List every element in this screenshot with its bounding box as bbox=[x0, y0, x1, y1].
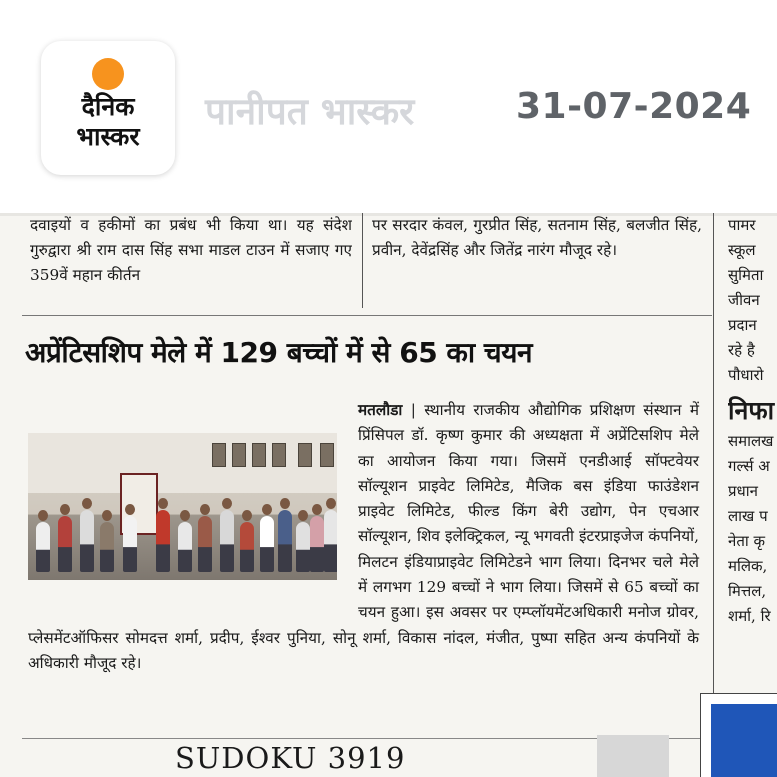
person-figure bbox=[198, 516, 212, 572]
right-col-line: प्रदान bbox=[728, 316, 757, 334]
article-headline: अप्रेंटिसशिप मेले में 129 बच्चों में से 65 का चयन bbox=[25, 336, 532, 369]
person-figure bbox=[310, 516, 324, 572]
person-head bbox=[158, 498, 168, 509]
person-head bbox=[200, 504, 210, 515]
person-figure bbox=[123, 516, 137, 572]
group-photo[interactable] bbox=[28, 433, 337, 580]
person-figure bbox=[58, 516, 72, 572]
person-head bbox=[312, 504, 322, 515]
right-col-line: मलिक, bbox=[728, 557, 768, 575]
person-figure bbox=[278, 510, 292, 572]
wall-frame bbox=[252, 443, 266, 467]
right-col-line: शर्मा, रि bbox=[728, 607, 771, 625]
photo-wall bbox=[28, 433, 337, 493]
article-text: स्थानीय राजकीय औद्योगिक प्रशिक्षण संस्थान में प्रिंसिपल डॉ. कृष्ण कुमार की अध्यक्षता में अप्रेंटिसशिप मेले का आयोजन किया गया। जिसमें एनडीआई सॉफ्टवेयर सॉल्यूशन प्राइवेट लिमिटेड, मैजिक बस इंडिया फाउंडेशन प्राइवेट लिमिटेड, फील्ड किंग बेरी उद्योग, पेन एचआर सॉल्यूशन, शिव इलेक्ट्रिकल, न्यू भगवती इंटरप्राइजेज कंपनियों, मिलटन इंडियाप्राइवेट लिमिटेडने भाग लिया। दिनभर चले मेले में लगभग 129 बच्चों ने भाग लिया। जिसमें से 65 बच्चों का चयन हुआ। इस अवसर पर एम्प्लॉयमेंटअधिकारी मनोज ग्रोवर, प्लेसमेंटऑफिसर सोमदत्त शर्मा, प्रदीप, ईश्वर पुनिया, सोनू शर्मा, विकास नांदल, मंजीत, पुष्पा सहित अन्य कंपनियों के अधिकारी मौजूद रहे। bbox=[28, 401, 699, 672]
person-head bbox=[102, 510, 112, 521]
person-head bbox=[280, 498, 290, 509]
right-col-line: गर्ल्स अ bbox=[728, 457, 770, 475]
section-rule bbox=[22, 315, 712, 316]
right-col-line: पामर bbox=[728, 216, 756, 234]
edition-date: 31-07-2024 bbox=[516, 86, 752, 127]
dateline-separator: | bbox=[402, 401, 425, 419]
dainik-bhaskar-logo[interactable] bbox=[41, 41, 175, 175]
gray-block bbox=[597, 735, 669, 777]
column-divider-right bbox=[713, 213, 714, 723]
sudoku-title: SUDOKU 3919 bbox=[175, 741, 406, 775]
wall-frame bbox=[212, 443, 226, 467]
person-figure bbox=[36, 522, 50, 572]
person-figure bbox=[240, 522, 254, 572]
right-col-heading: निफा bbox=[728, 396, 775, 425]
person-head bbox=[125, 504, 135, 515]
person-figure bbox=[178, 522, 192, 572]
right-col-line: प्रधान bbox=[728, 482, 758, 500]
person-head bbox=[298, 510, 308, 521]
ad-blue-panel bbox=[711, 704, 777, 777]
top-left-column-text: दवाइयों व हकीमों का प्रबंध भी किया था। यह संदेश गुरुद्वारा श्री राम दास सिंह सभा माडल टाउन में सजाए गए 359वें महान कीर्तन bbox=[30, 216, 352, 284]
person-figure bbox=[220, 510, 234, 572]
edition-title: पानीपत भास्कर bbox=[205, 90, 415, 133]
right-col-line: स्कूल bbox=[728, 241, 756, 259]
right-col-line: समालख bbox=[728, 432, 774, 450]
person-head bbox=[180, 510, 190, 521]
top-middle-column-text: पर सरदार कंवल, गुरप्रीत सिंह, सतनाम सिंह, बलजीत सिंह, प्रवीन, देवेंद्रसिंह और जितेंद्र नारंग मौजूद रहे। bbox=[372, 216, 702, 259]
person-figure bbox=[324, 510, 337, 572]
person-figure bbox=[100, 522, 114, 572]
person-figure bbox=[156, 510, 170, 572]
logo-line-2: भास्कर bbox=[76, 122, 140, 151]
right-col-line: सुमिता bbox=[728, 266, 764, 284]
right-col-line: जीवन bbox=[728, 291, 760, 309]
person-head bbox=[60, 504, 70, 515]
app-header bbox=[0, 0, 777, 213]
person-figure bbox=[260, 516, 274, 572]
person-figure bbox=[296, 522, 310, 572]
person-head bbox=[38, 510, 48, 521]
person-head bbox=[82, 498, 92, 509]
person-figure bbox=[80, 510, 94, 572]
right-col-line: मित्तल, bbox=[728, 582, 767, 600]
right-col-line: नेता कृ bbox=[728, 532, 766, 550]
ad-box bbox=[700, 693, 777, 777]
sun-dot-icon bbox=[92, 58, 124, 90]
wall-frame bbox=[232, 443, 246, 467]
logo-line-1: दैनिक bbox=[81, 92, 135, 121]
column-divider bbox=[362, 213, 363, 308]
right-col-line: लाख प bbox=[728, 507, 768, 525]
right-col-line: पौधारो bbox=[728, 366, 764, 384]
person-head bbox=[262, 504, 272, 515]
newspaper-clipping[interactable] bbox=[0, 213, 777, 777]
person-head bbox=[222, 498, 232, 509]
right-column-text bbox=[728, 213, 777, 683]
person-head bbox=[242, 510, 252, 521]
right-col-line: रहे है bbox=[728, 341, 755, 359]
person-head bbox=[326, 498, 336, 509]
wall-frame bbox=[272, 443, 286, 467]
wall-frame bbox=[298, 443, 312, 467]
dateline-place: मतलौडा bbox=[358, 401, 403, 419]
wall-frame bbox=[320, 443, 334, 467]
